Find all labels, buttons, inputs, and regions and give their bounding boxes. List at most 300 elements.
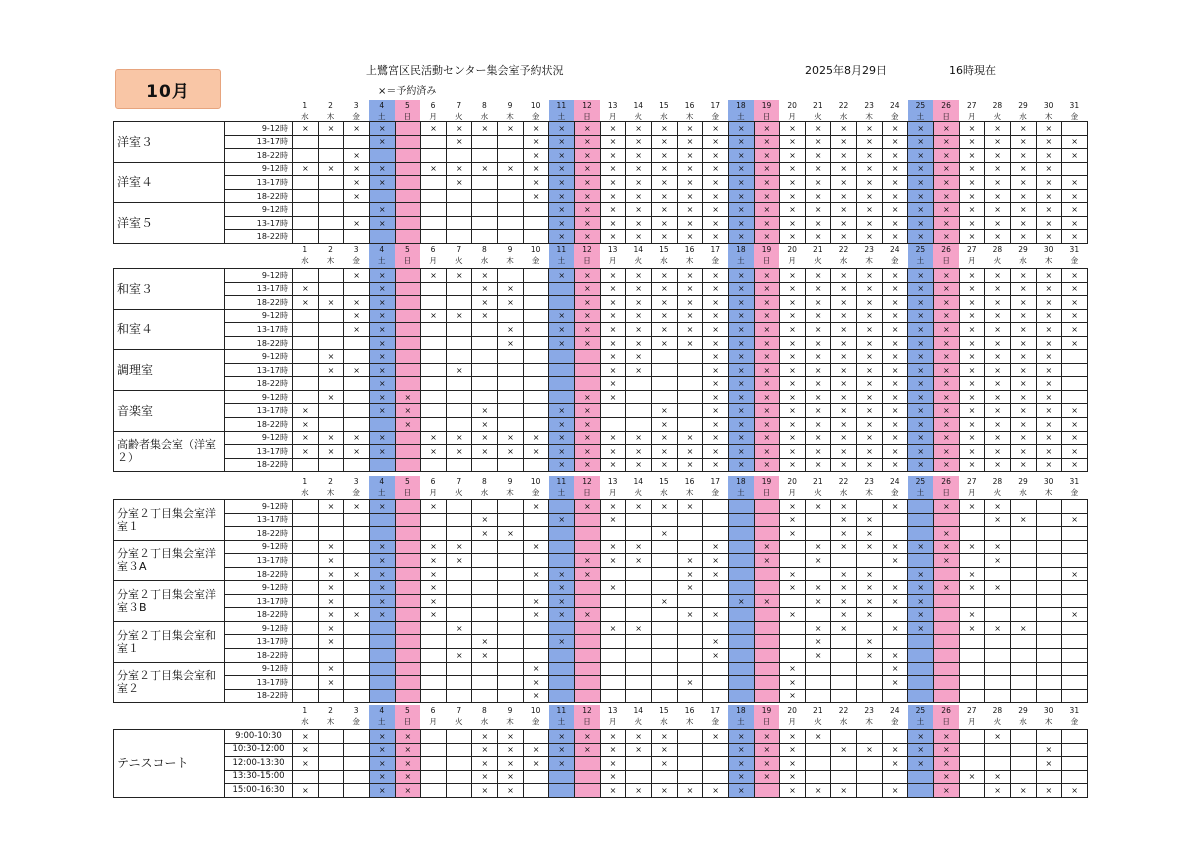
reservation-cell: [959, 513, 985, 527]
weekday-label: 水: [301, 112, 309, 121]
reservation-cell: [677, 350, 703, 364]
reservation-cell: [395, 649, 421, 663]
reservation-cell: ×: [472, 649, 498, 663]
reservation-cell: ×: [857, 608, 883, 622]
reservation-cell: ×: [780, 216, 806, 230]
day-column-header: [754, 476, 780, 500]
reservation-cell: [754, 649, 780, 663]
weekday-label: 木: [326, 488, 335, 497]
table-row: [114, 309, 1088, 323]
reservation-cell: ×: [1010, 445, 1036, 459]
day-number: 16: [684, 477, 695, 486]
reservation-cell: ×: [369, 431, 395, 445]
reservation-cell: ×: [780, 431, 806, 445]
reservation-cell: ×: [831, 500, 857, 514]
table-row: [114, 676, 1088, 690]
reservation-cell: [549, 363, 575, 377]
reservation-cell: ×: [523, 594, 549, 608]
reservation-cell: [293, 230, 319, 244]
reservation-cell: ×: [369, 282, 395, 296]
reservation-cell: ×: [882, 135, 908, 149]
reservation-cell: ×: [805, 458, 831, 472]
day-column-header: [985, 244, 1011, 268]
reservation-cell: ×: [1036, 336, 1062, 350]
reservation-cell: [985, 676, 1011, 690]
time-slot: 15:00-16:30: [225, 784, 293, 798]
table-row: [114, 540, 1088, 554]
reservation-cell: ×: [677, 176, 703, 190]
reservation-cell: [908, 676, 934, 690]
reservation-cell: ×: [985, 336, 1011, 350]
day-column-header: [625, 244, 651, 268]
reservation-cell: ×: [318, 676, 344, 690]
reservation-cell: [959, 676, 985, 690]
reservation-cell: [293, 676, 319, 690]
day-number: 2: [328, 101, 333, 110]
reservation-cell: [293, 527, 319, 541]
reservation-cell: ×: [600, 730, 626, 744]
day-column-header: [831, 476, 857, 500]
reservation-cell: ×: [575, 390, 601, 404]
reservation-cell: ×: [472, 770, 498, 784]
reservation-cell: ×: [831, 149, 857, 163]
weekday-label: 水: [301, 256, 309, 265]
reservation-cell: [369, 621, 395, 635]
reservation-cell: ×: [549, 269, 575, 283]
reservation-cell: ×: [549, 445, 575, 459]
reservation-cell: ×: [677, 162, 703, 176]
reservation-cell: [472, 567, 498, 581]
reservation-cell: [293, 649, 319, 663]
reservation-cell: [831, 676, 857, 690]
reservation-cell: [293, 621, 319, 635]
reservation-cell: ×: [677, 203, 703, 217]
reservation-cell: [575, 635, 601, 649]
room-name: 分室２丁目集会室和室１: [114, 621, 225, 662]
day-number: 4: [379, 101, 385, 110]
reservation-cell: ×: [728, 418, 754, 432]
day-number: 12: [582, 101, 592, 110]
reservation-cell: [421, 635, 447, 649]
reservation-cell: [293, 554, 319, 568]
table-row: [114, 203, 1088, 217]
reservation-cell: ×: [805, 540, 831, 554]
time-slot: 9-12時: [225, 662, 293, 676]
time-slot: 18-22時: [225, 527, 293, 541]
reservation-cell: [523, 784, 549, 798]
day-number: 18: [736, 245, 746, 254]
reservation-cell: ×: [882, 540, 908, 554]
reservation-cell: ×: [549, 189, 575, 203]
reservation-cell: [677, 757, 703, 771]
reservation-cell: ×: [908, 458, 934, 472]
time-slot: 9-12時: [225, 621, 293, 635]
reservation-cell: ×: [1062, 608, 1088, 622]
reservation-cell: [959, 662, 985, 676]
reservation-cell: ×: [934, 743, 960, 757]
reservation-cell: [754, 567, 780, 581]
reservation-cell: ×: [728, 230, 754, 244]
day-number: 3: [353, 477, 359, 486]
time-slot: 13-17時: [225, 594, 293, 608]
day-column-header: [497, 476, 523, 500]
reservation-cell: [959, 757, 985, 771]
reservation-cell: [985, 527, 1011, 541]
reservation-cell: [498, 269, 524, 283]
reservation-cell: ×: [318, 431, 344, 445]
time-slot: 13-17時: [225, 176, 293, 190]
reservation-cell: [421, 513, 447, 527]
day-column-header: [420, 705, 446, 729]
reservation-cell: ×: [857, 649, 883, 663]
reservation-cell: [728, 621, 754, 635]
reservation-cell: [421, 203, 447, 217]
weekday-label: 土: [557, 112, 566, 121]
day-number: 5: [405, 706, 410, 715]
reservation-cell: [344, 377, 370, 391]
reservation-cell: ×: [677, 431, 703, 445]
reservation-cell: [1036, 540, 1062, 554]
reservation-cell: ×: [728, 730, 754, 744]
table-row: [114, 336, 1088, 350]
reservation-cell: ×: [857, 635, 883, 649]
room-name: 高齢者集会室（洋室２）: [114, 431, 225, 472]
reservation-cell: [293, 135, 319, 149]
reservation-cell: ×: [369, 567, 395, 581]
reservation-cell: [1062, 540, 1088, 554]
reservation-cell: ×: [805, 581, 831, 595]
weekday-label: 日: [403, 112, 412, 121]
weekday-label: 水: [480, 256, 489, 265]
reservation-cell: [523, 730, 549, 744]
reservation-cell: [318, 458, 344, 472]
reservation-cell: ×: [1010, 203, 1036, 217]
reservation-cell: [934, 676, 960, 690]
reservation-cell: [626, 390, 652, 404]
reservation-cell: ×: [805, 135, 831, 149]
reservation-cell: ×: [882, 216, 908, 230]
reservation-grid: [113, 121, 1088, 244]
reservation-cell: [754, 500, 780, 514]
reservation-cell: [651, 363, 677, 377]
reservation-cell: [1036, 567, 1062, 581]
reservation-cell: [651, 689, 677, 703]
reservation-cell: [498, 500, 524, 514]
reservation-cell: ×: [421, 309, 447, 323]
day-column-header: [369, 705, 395, 729]
reservation-cell: [498, 135, 524, 149]
reservation-cell: [293, 309, 319, 323]
table-row: [114, 230, 1088, 244]
reservation-cell: [318, 309, 344, 323]
reservation-cell: [882, 527, 908, 541]
weekday-label: 月: [429, 256, 437, 265]
reservation-cell: ×: [549, 216, 575, 230]
reservation-cell: [318, 323, 344, 337]
day-number: 13: [607, 245, 618, 254]
reservation-cell: ×: [369, 608, 395, 622]
day-number: 17: [710, 477, 720, 486]
room-name: 分室２丁目集会室洋室３A: [114, 540, 225, 581]
reservation-cell: [344, 203, 370, 217]
reservation-cell: ×: [523, 149, 549, 163]
reservation-cell: ×: [369, 784, 395, 798]
reservation-cell: [728, 689, 754, 703]
reservation-cell: ×: [549, 608, 575, 622]
reservation-cell: ×: [959, 296, 985, 310]
weekday-label: 土: [378, 717, 386, 726]
day-number: 8: [481, 477, 487, 486]
reservation-cell: [421, 363, 447, 377]
reservation-cell: [549, 540, 575, 554]
time-slot: 12:00-13:30: [225, 757, 293, 771]
reservation-cell: ×: [754, 176, 780, 190]
day-number: 25: [915, 706, 926, 715]
reservation-cell: ×: [908, 390, 934, 404]
day-number: 29: [1018, 245, 1028, 254]
reservation-cell: ×: [934, 418, 960, 432]
reservation-cell: ×: [985, 203, 1011, 217]
reservation-cell: ×: [728, 122, 754, 136]
weekday-label: 日: [762, 256, 771, 265]
reservation-cell: ×: [728, 784, 754, 798]
weekday-label: 木: [865, 488, 873, 497]
reservation-cell: ×: [318, 608, 344, 622]
reservation-cell: ×: [472, 445, 498, 459]
reservation-cell: ×: [523, 189, 549, 203]
day-number: 9: [507, 101, 513, 110]
day-number: 4: [379, 245, 385, 254]
reservation-cell: [934, 608, 960, 622]
weekday-label: 金: [531, 488, 540, 497]
reservation-cell: [575, 540, 601, 554]
reservation-cell: [318, 743, 344, 757]
day-number: 19: [761, 477, 772, 486]
reservation-cell: ×: [728, 309, 754, 323]
reservation-cell: ×: [985, 230, 1011, 244]
reservation-cell: [728, 500, 754, 514]
reservation-cell: ×: [498, 784, 524, 798]
reservation-cell: ×: [651, 757, 677, 771]
reservation-cell: ×: [959, 377, 985, 391]
reservation-cell: ×: [369, 350, 395, 364]
day-column-header: [1010, 244, 1036, 268]
table-row: [114, 458, 1088, 472]
reservation-cell: ×: [651, 594, 677, 608]
reservation-cell: ×: [934, 122, 960, 136]
reservation-cell: [523, 350, 549, 364]
reservation-cell: [677, 377, 703, 391]
reservation-cell: [600, 527, 626, 541]
reservation-cell: ×: [549, 635, 575, 649]
table-row: [114, 730, 1088, 744]
day-number: 21: [813, 477, 823, 486]
reservation-cell: ×: [472, 418, 498, 432]
day-column-header: [600, 476, 626, 500]
reservation-cell: ×: [575, 458, 601, 472]
reservation-cell: ×: [626, 269, 652, 283]
reservation-cell: [395, 676, 421, 690]
weekday-label: 木: [685, 256, 694, 265]
day-number: 7: [456, 477, 462, 486]
reservation-cell: ×: [549, 743, 575, 757]
reservation-cell: [677, 390, 703, 404]
reservation-cell: [1062, 635, 1088, 649]
day-number: 28: [992, 477, 1003, 486]
day-column-header: [420, 244, 446, 268]
day-number: 12: [582, 706, 592, 715]
reservation-cell: [498, 581, 524, 595]
day-number: 26: [941, 245, 951, 254]
reservation-cell: ×: [882, 309, 908, 323]
reservation-cell: ×: [626, 458, 652, 472]
reservation-cell: ×: [934, 269, 960, 283]
day-number: 29: [1018, 477, 1028, 486]
reservation-cell: [575, 513, 601, 527]
reservation-cell: ×: [600, 162, 626, 176]
reservation-cell: ×: [293, 404, 319, 418]
reservation-cell: ×: [523, 743, 549, 757]
reservation-cell: [395, 309, 421, 323]
weekday-label: 日: [942, 112, 950, 121]
reservation-cell: ×: [600, 757, 626, 771]
reservation-cell: ×: [1036, 162, 1062, 176]
reservation-cell: ×: [985, 784, 1011, 798]
reservation-cell: ×: [908, 363, 934, 377]
reservation-cell: ×: [805, 189, 831, 203]
reservation-cell: [985, 662, 1011, 676]
reservation-cell: ×: [857, 216, 883, 230]
weekday-label: 水: [480, 112, 489, 121]
reservation-cell: ×: [549, 431, 575, 445]
reservation-cell: [549, 554, 575, 568]
reservation-cell: [1036, 730, 1062, 744]
reservation-cell: ×: [677, 309, 703, 323]
weekday-label: 月: [967, 488, 976, 497]
reservation-cell: ×: [908, 404, 934, 418]
reservation-cell: ×: [831, 527, 857, 541]
weekday-label: 月: [967, 256, 976, 265]
reservation-cell: [395, 567, 421, 581]
reservation-cell: [523, 770, 549, 784]
reservation-cell: [703, 662, 729, 676]
reservation-cell: ×: [575, 608, 601, 622]
reservation-cell: ×: [651, 216, 677, 230]
reservation-cell: [549, 390, 575, 404]
table-row: [114, 269, 1088, 283]
time-slot: 18-22時: [225, 296, 293, 310]
reservation-cell: ×: [369, 404, 395, 418]
day-column-header: [959, 244, 985, 268]
reservation-cell: [908, 784, 934, 798]
reservation-cell: [395, 135, 421, 149]
reservation-cell: ×: [421, 581, 447, 595]
reservation-cell: [498, 649, 524, 663]
reservation-cell: ×: [805, 445, 831, 459]
time-slot: 13-17時: [225, 676, 293, 690]
day-number: 25: [915, 245, 926, 254]
time-slot: 13-17時: [225, 216, 293, 230]
reservation-cell: ×: [575, 567, 601, 581]
reservation-cell: ×: [959, 203, 985, 217]
reservation-cell: [446, 216, 472, 230]
reservation-cell: [626, 404, 652, 418]
reservation-cell: [446, 594, 472, 608]
reservation-cell: [318, 149, 344, 163]
reservation-cell: [523, 309, 549, 323]
reservation-cell: ×: [754, 770, 780, 784]
reservation-cell: [575, 377, 601, 391]
reservation-cell: ×: [369, 730, 395, 744]
day-number: 15: [659, 245, 669, 254]
reservation-cell: ×: [754, 149, 780, 163]
reservation-cell: ×: [985, 458, 1011, 472]
reservation-cell: ×: [728, 757, 754, 771]
day-column-header: [908, 244, 934, 268]
reservation-cell: [857, 676, 883, 690]
reservation-cell: ×: [472, 296, 498, 310]
reservation-cell: ×: [959, 149, 985, 163]
reservation-cell: ×: [472, 527, 498, 541]
reservation-cell: [934, 689, 960, 703]
day-column-header: [472, 244, 498, 268]
reservation-cell: ×: [395, 404, 421, 418]
report-time: 16時現在: [949, 64, 996, 77]
reservation-cell: ×: [805, 122, 831, 136]
weekday-label: 金: [891, 717, 899, 726]
reservation-cell: ×: [498, 770, 524, 784]
reservation-cell: [908, 554, 934, 568]
reservation-cell: ×: [600, 621, 626, 635]
reservation-cell: ×: [703, 554, 729, 568]
reservation-cell: [446, 743, 472, 757]
reservation-cell: ×: [780, 323, 806, 337]
time-slot: 18-22時: [225, 377, 293, 391]
reservation-cell: [959, 689, 985, 703]
reservation-cell: ×: [831, 269, 857, 283]
day-number: 16: [684, 101, 695, 110]
day-number: 14: [633, 477, 644, 486]
day-number: 11: [556, 477, 567, 486]
reservation-cell: ×: [677, 581, 703, 595]
day-column-header: [856, 476, 882, 500]
time-slot: 9-12時: [225, 390, 293, 404]
reservation-cell: [934, 649, 960, 663]
reservation-cell: ×: [857, 404, 883, 418]
reservation-cell: [703, 689, 729, 703]
reservation-cell: [318, 513, 344, 527]
reservation-cell: [934, 635, 960, 649]
reservation-cell: ×: [498, 757, 524, 771]
reservation-cell: ×: [934, 323, 960, 337]
weekday-label: 土: [557, 717, 566, 726]
reservation-cell: [472, 581, 498, 595]
reservation-cell: ×: [985, 377, 1011, 391]
weekday-label: 火: [634, 488, 642, 497]
reservation-cell: [395, 269, 421, 283]
reservation-cell: ×: [985, 176, 1011, 190]
reservation-cell: ×: [934, 176, 960, 190]
reservation-cell: ×: [959, 770, 985, 784]
reservation-cell: ×: [1010, 230, 1036, 244]
reservation-cell: ×: [651, 323, 677, 337]
reservation-cell: [523, 621, 549, 635]
reservation-cell: ×: [882, 363, 908, 377]
reservation-cell: ×: [780, 445, 806, 459]
day-number: 7: [456, 706, 462, 715]
reservation-cell: [1010, 757, 1036, 771]
reservation-cell: [600, 689, 626, 703]
